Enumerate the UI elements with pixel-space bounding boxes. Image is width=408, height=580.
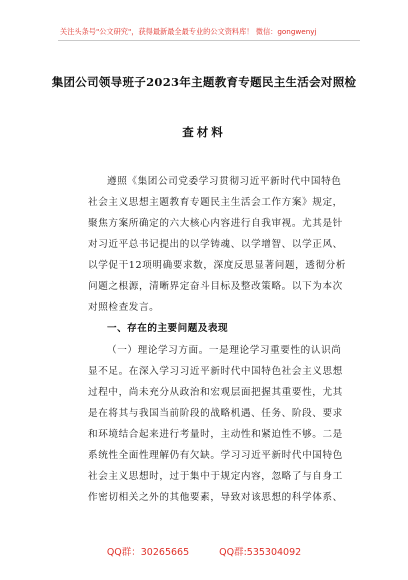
paragraph-line: 是在将其与我国当前阶段的战略机遇、任务、阶段、要求 — [88, 408, 343, 419]
intro-line: 聚焦方案所确定的六大核心内容进行自我审视。尤其是针 — [88, 218, 343, 229]
paragraph-line: 过程中，尚未充分从政治和宏观层面把握其重要性，尤其 — [88, 387, 343, 398]
paragraph-line: 作密切相关之外的其他要素，导致对该思想的科学体系、 — [88, 492, 343, 503]
footer — [0, 544, 408, 558]
intro-line: 对习近平总书记提出的以学铸魂、以学增智、以学正风、 — [88, 239, 343, 250]
intro-line: 遵照《集团公司党委学习贯彻习近平新时代中国特色 — [107, 176, 342, 187]
header-banner: 关注头条号"公文研究"，获得最新最全最专业的公文资料库！ 微信：gongwenyj — [60, 27, 317, 36]
paragraph-line: 和环境结合起来进行考量时，主动性和紧迫性不够。二是 — [88, 429, 343, 440]
paragraph-line: （一）理论学习方面。一是理论学习重要性的认识尚 — [107, 345, 342, 356]
paragraph-line: 系统性全面性理解仍有欠缺。学习习近平新时代中国特色 — [88, 450, 343, 461]
section-heading: 一、存在的主要问题及表现 — [107, 323, 229, 334]
intro-line: 对照检查发言。 — [88, 302, 160, 313]
footer-qq-group-1: QQ群：30265665 — [106, 547, 190, 558]
header-divider — [58, 40, 360, 41]
footer-qq-group-2: QQ群:535304092 — [219, 547, 302, 558]
paragraph-line: 显不足。在深入学习习近平新时代中国特色社会主义思想 — [88, 366, 343, 377]
document-title-line-1: 集团公司领导班子2023年主题教育专题民主生活会对照检 — [51, 75, 357, 89]
document-title-line-2: 查材料 — [182, 125, 226, 139]
intro-line: 问题之根源，清晰界定奋斗目标及整改策略。以下为本次 — [88, 281, 343, 292]
intro-line: 社会主义思想主题教育专题民主生活会工作方案》规定， — [88, 197, 343, 208]
paragraph-line: 社会主义思想时，过于集中于规定内容，忽略了与自身工 — [88, 471, 343, 482]
intro-line: 以学促干12项明确要求数，深度反思显著问题，透彻分析 — [88, 260, 347, 271]
